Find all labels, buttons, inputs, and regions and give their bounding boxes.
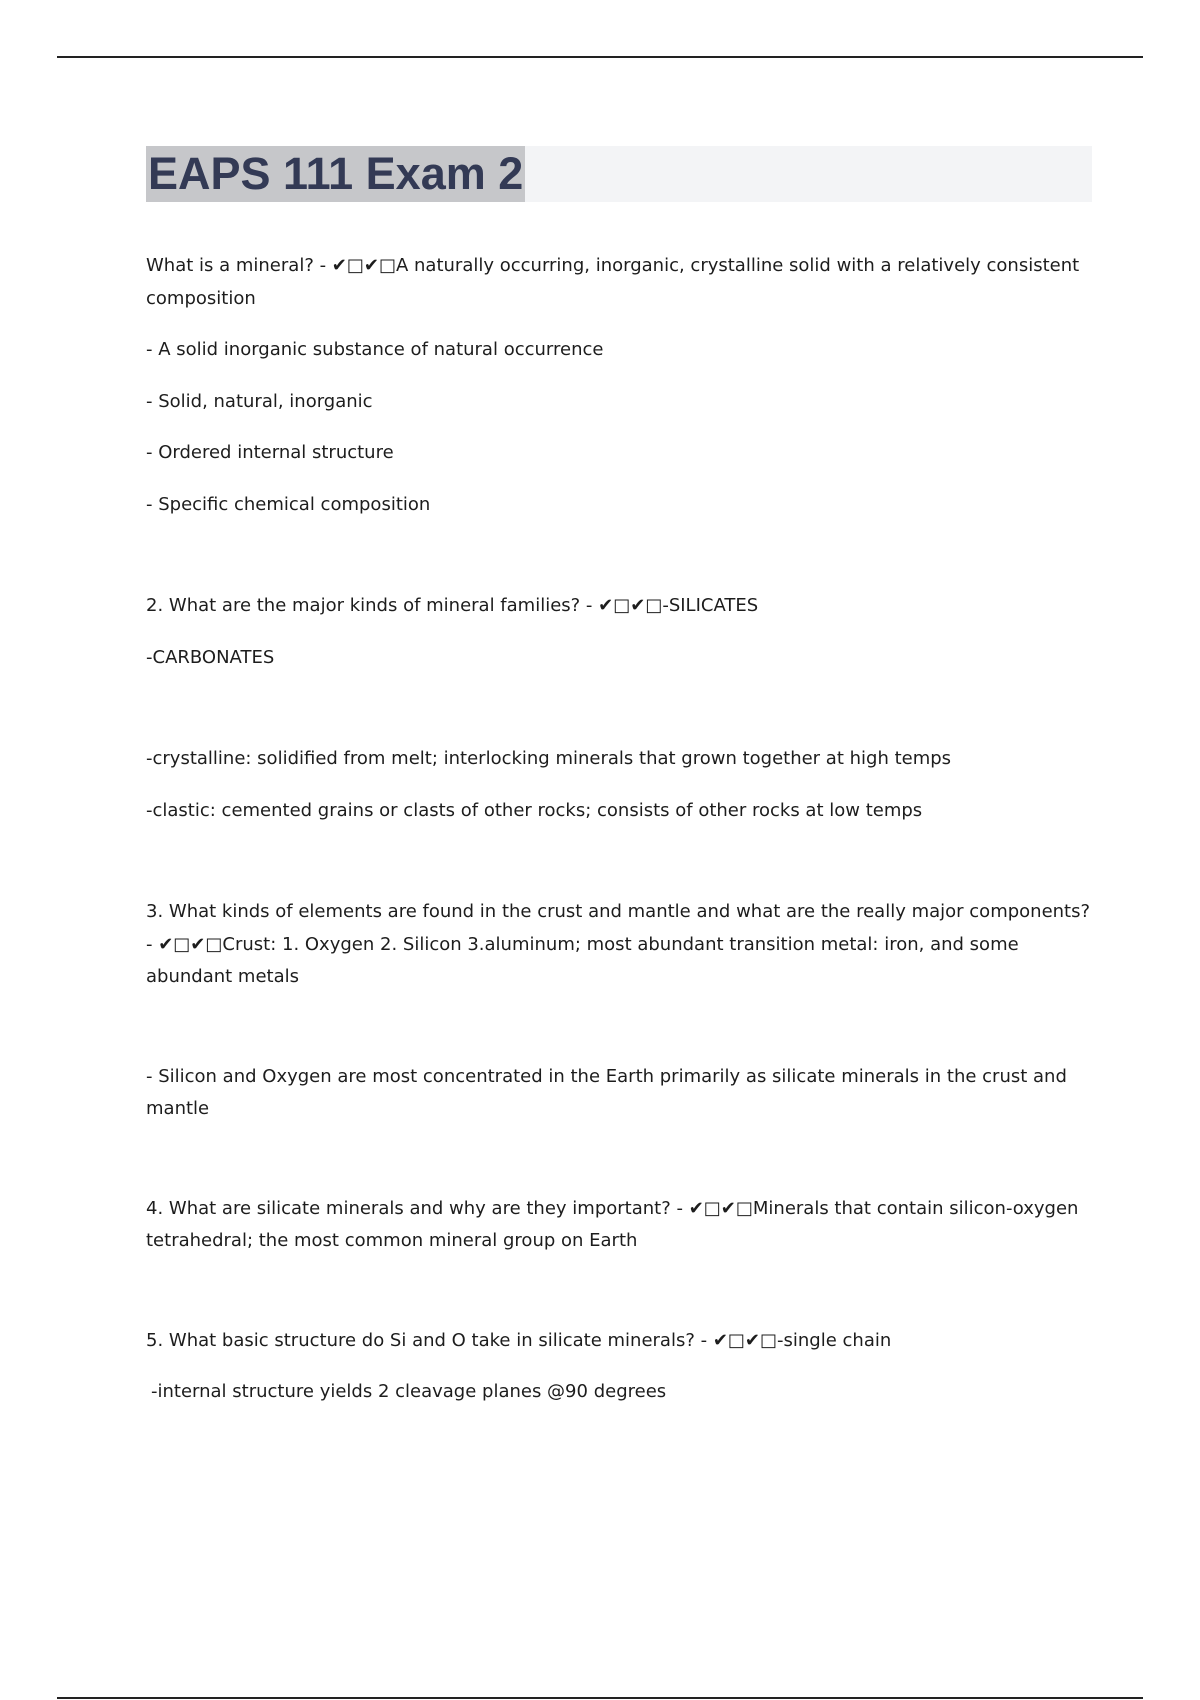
paragraph-q2: 2. What are the major kinds of mineral families? - ✔□✔□-SILICATES (146, 595, 759, 616)
paragraph-q1-detail-1: - A solid inorganic substance of natural occurrence (146, 339, 604, 360)
document-title: EAPS 111 Exam 2 (146, 146, 525, 202)
paragraph-q2-detail-2: -crystalline: solidified from melt; interlocking minerals that grown together at high temps (146, 748, 952, 769)
paragraph-q2-detail-1: -CARBONATES (146, 646, 275, 668)
paragraph-q2-detail-3: -clastic: cemented grains or clasts of other rocks; consists of other rocks at low temps (146, 799, 923, 821)
paragraph-q3-detail-1: - Silicon and Oxygen are most concentrated in the Earth primarily as silicate minerals in the crust and mantle (146, 1065, 1067, 1119)
paragraph-q5: 5. What basic structure do Si and O take in silicate minerals? - ✔□✔□-single chain (146, 1329, 892, 1351)
document-body (146, 250, 1092, 1409)
paragraph-q1: What is a mineral? - ✔□✔□A naturally occurring, inorganic, crystalline solid with a relatively consistent composition (146, 255, 1080, 309)
paragraph-q5-detail-1: -internal structure yields 2 cleavage planes @90 degrees (151, 1381, 667, 1402)
bottom-rule (57, 1697, 1143, 1699)
paragraph-q1-detail-2: - Solid, natural, inorganic (146, 390, 373, 412)
top-rule (57, 56, 1143, 58)
paragraph-q3: 3. What kinds of elements are found in the crust and mantle and what are the really major components? - ✔□✔□Crust: 1. Oxygen 2. Silicon 3.aluminum; most abundant transition metal: iron, and some abundant metals (146, 901, 1091, 987)
paragraph-q1-detail-3: - Ordered internal structure (146, 442, 394, 463)
paragraph-q4: 4. What are silicate minerals and why are they important? - ✔□✔□Minerals that contain silicon-oxygen tetrahedral; the most common mineral group on Earth (146, 1197, 1079, 1251)
paragraph-q1-detail-4: - Specific chemical composition (146, 493, 431, 515)
